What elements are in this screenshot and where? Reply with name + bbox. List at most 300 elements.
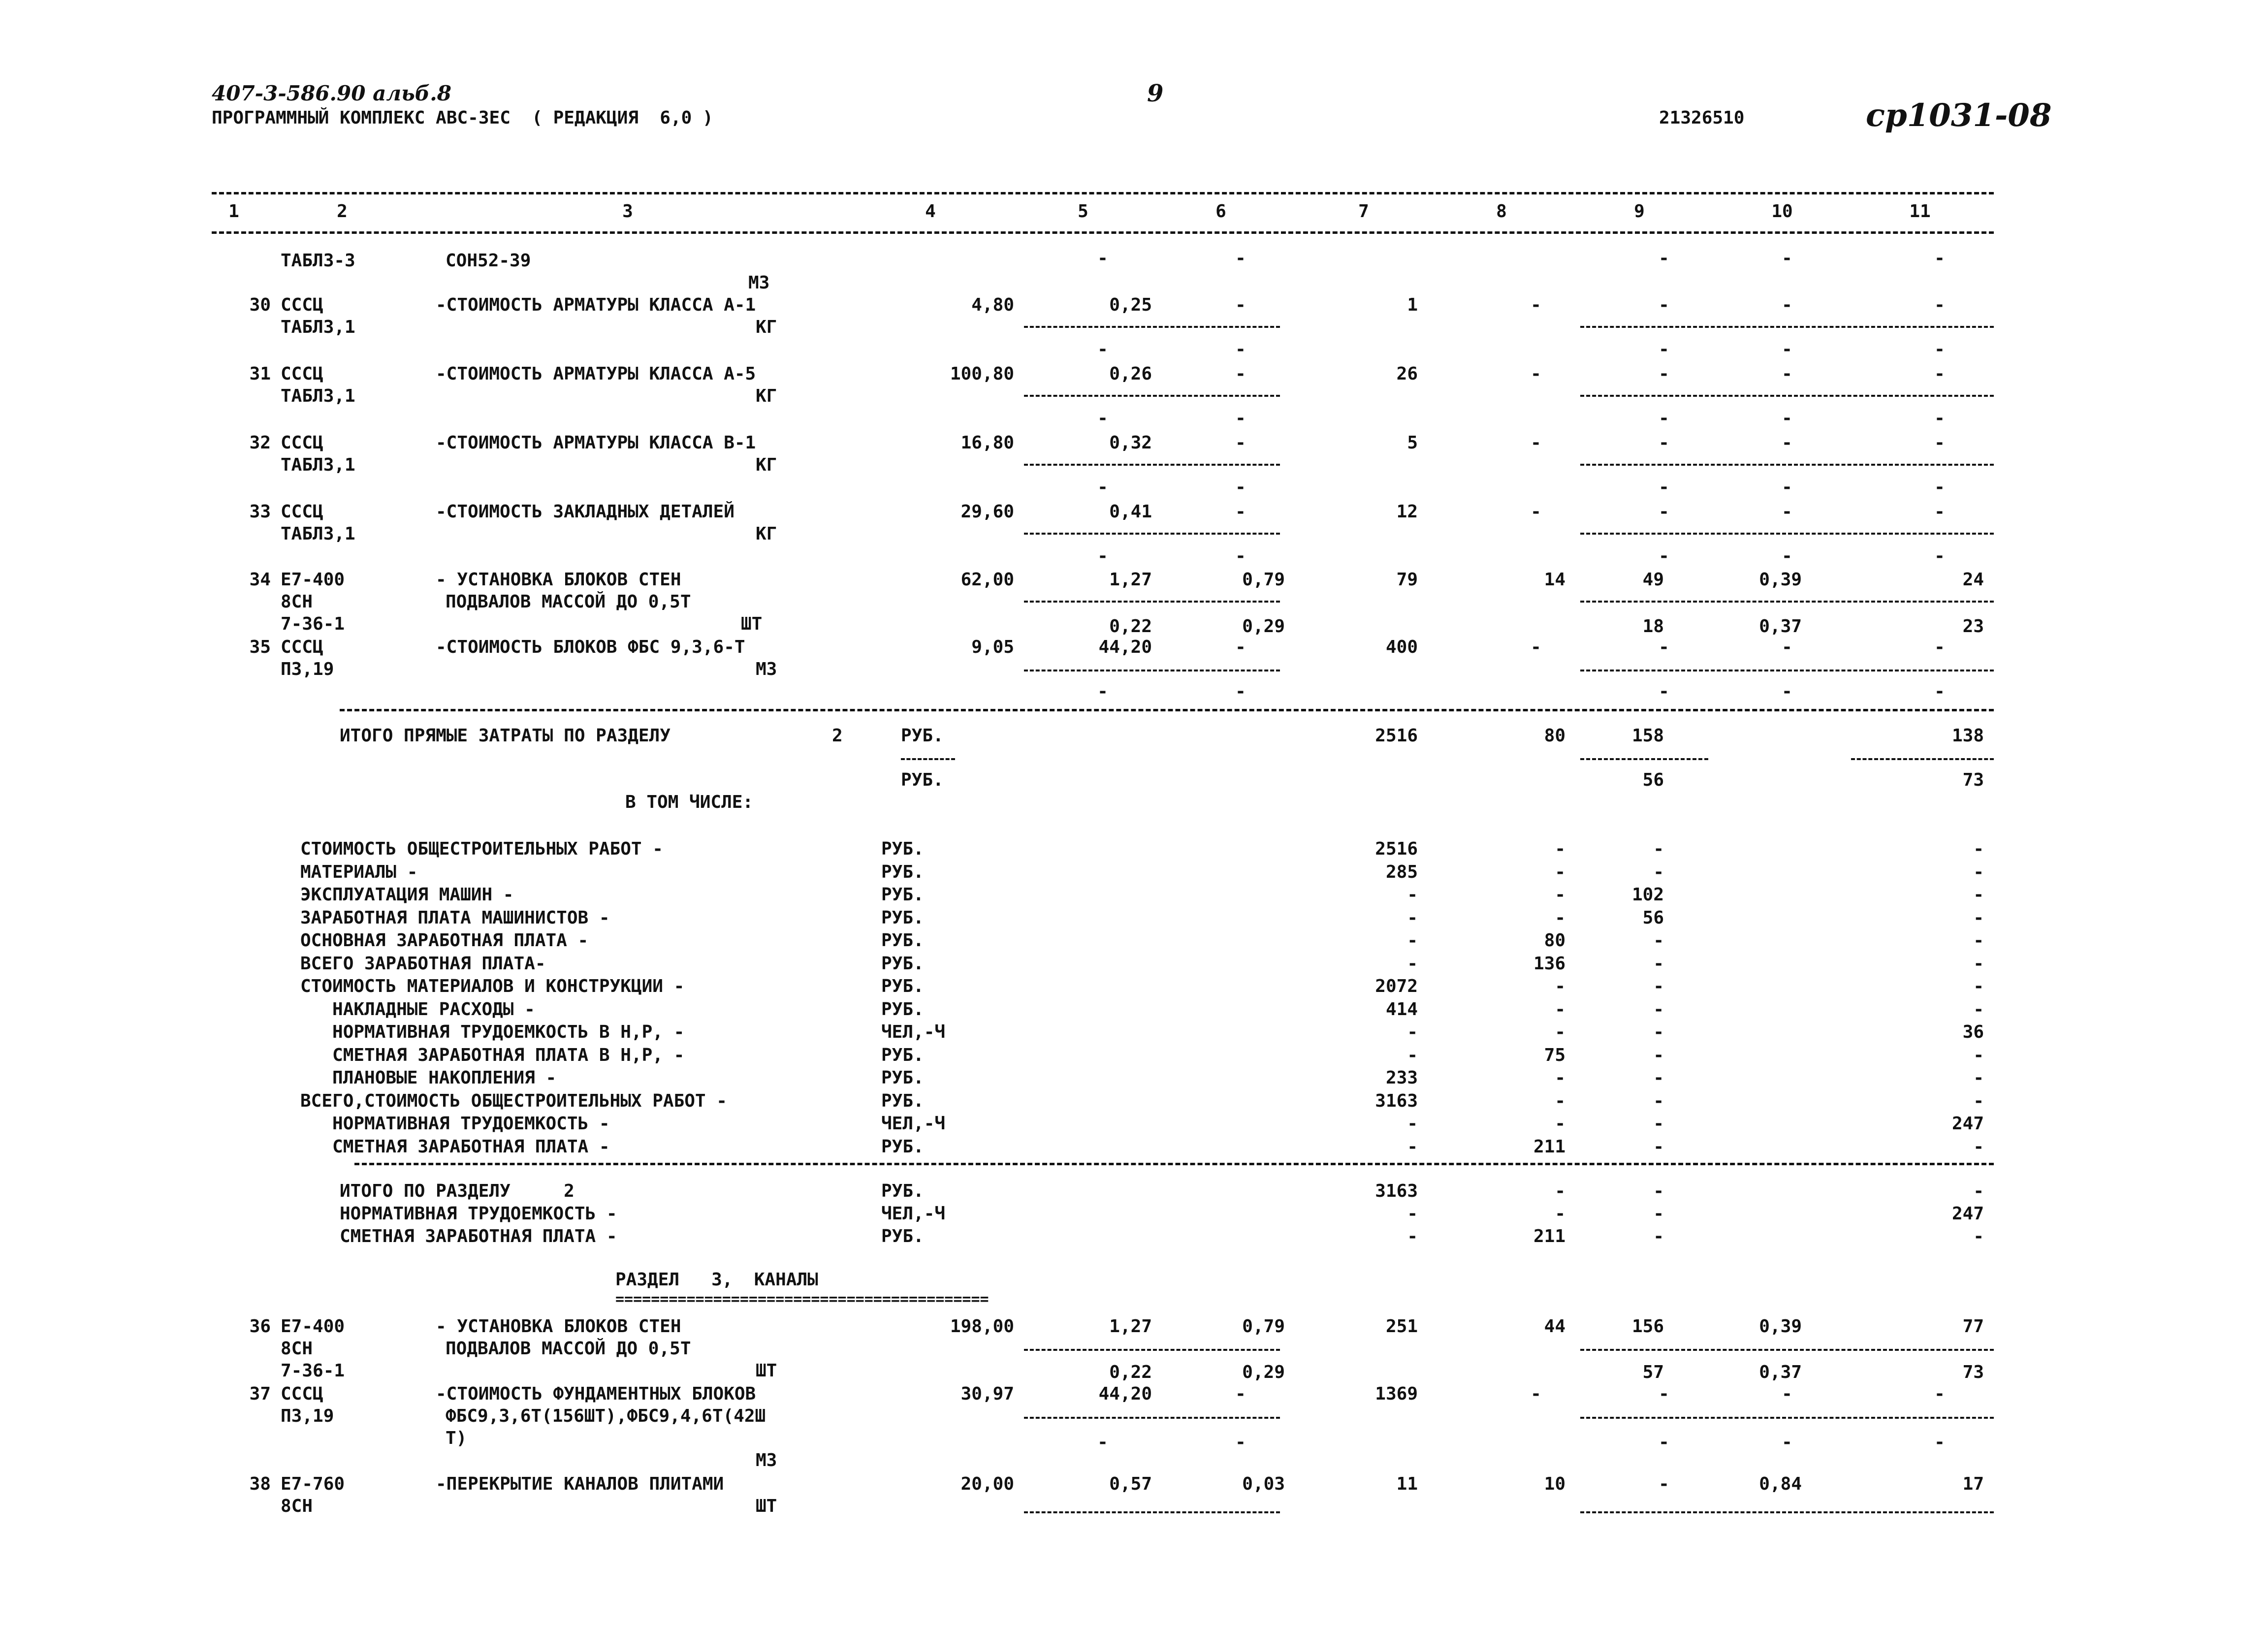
totals-unit1: РУБ. xyxy=(901,726,944,746)
breakdown-row-unit: РУБ. xyxy=(881,953,924,974)
row38-c10: 0,84 xyxy=(1759,1474,1802,1494)
col-header-7: 7 xyxy=(1358,201,1369,222)
row35-sub-rule-a xyxy=(1024,670,1280,671)
totals-sub-rule-b xyxy=(1580,758,1708,760)
row33-c6: - xyxy=(1235,502,1246,522)
row36-c11b: 73 xyxy=(1962,1362,1984,1382)
row31-c5: 0,26 xyxy=(1109,364,1152,384)
col-header-8: 8 xyxy=(1496,201,1507,222)
row35-post9: - xyxy=(1659,681,1669,702)
breakdown-row-label: МАТЕРИАЛЫ - xyxy=(300,862,418,882)
row36-code-b: 8СН xyxy=(281,1339,313,1359)
row30-c7: 1 xyxy=(1407,295,1418,315)
row35-code-a: СССЦ xyxy=(281,637,323,657)
breakdown-row-c9: - xyxy=(1653,1068,1664,1088)
breakdown-row-c11: - xyxy=(1973,976,1984,996)
section-total-row-c7: - xyxy=(1407,1226,1418,1246)
row34-pre6: - xyxy=(1235,546,1246,566)
row33-c9: - xyxy=(1659,502,1669,522)
breakdown-row-c9: - xyxy=(1653,1090,1664,1111)
row33-pre10: - xyxy=(1782,477,1792,497)
breakdown-row-c9: 102 xyxy=(1631,885,1664,905)
row35-post5: - xyxy=(1097,681,1108,702)
breakdown-row-c7: - xyxy=(1407,907,1418,928)
row31-c6: - xyxy=(1235,364,1246,384)
totals-label: ИТОГО ПРЯМЫЕ ЗАТРАТЫ ПО РАЗДЕЛУ xyxy=(340,726,671,746)
row32-c5: 0,32 xyxy=(1109,433,1152,453)
row32-num: 32 xyxy=(249,433,271,453)
row36-c7: 251 xyxy=(1385,1316,1418,1337)
row36-sub-rule-b xyxy=(1580,1349,1994,1351)
row36-num: 36 xyxy=(249,1316,271,1337)
row31-c10: - xyxy=(1782,364,1792,384)
row32-c4: 16,80 xyxy=(960,433,1014,453)
totals-including: В ТОМ ЧИСЛЕ: xyxy=(625,792,754,812)
breakdown-row-unit: РУБ. xyxy=(881,907,924,928)
row35-c10: - xyxy=(1782,637,1792,657)
totals-top-rule xyxy=(340,709,1994,711)
row34-c10: 0,39 xyxy=(1759,570,1802,590)
breakdown-row-unit: РУБ. xyxy=(881,976,924,996)
handwritten-stamp: ср1031-08 xyxy=(1866,97,2052,134)
col-header-6: 6 xyxy=(1215,201,1226,222)
row34-c6b: 0,29 xyxy=(1242,616,1285,637)
row33-c5: 0,41 xyxy=(1109,502,1152,522)
row37-post9: - xyxy=(1659,1432,1669,1452)
breakdown-row-label: ВСЕГО ЗАРАБОТНАЯ ПЛАТА- xyxy=(300,953,546,974)
row33-sub-rule-a xyxy=(1024,533,1280,535)
breakdown-row-c8: 80 xyxy=(1544,930,1565,951)
row31-code-a: СССЦ xyxy=(281,364,323,384)
breakdown-row-unit: РУБ. xyxy=(881,862,924,882)
row38-c7: 11 xyxy=(1396,1474,1418,1494)
section-total-row-c9: - xyxy=(1653,1226,1664,1246)
breakdown-row-label: СМЕТНАЯ ЗАРАБОТНАЯ ПЛАТА - xyxy=(300,1136,610,1157)
section-total-row-c8: - xyxy=(1555,1181,1565,1201)
row38-desc: -ПЕРЕКРЫТИЕ КАНАЛОВ ПЛИТАМИ xyxy=(436,1474,724,1494)
row35-post10: - xyxy=(1782,681,1792,702)
row37-c4: 30,97 xyxy=(960,1384,1014,1404)
row33-code-a: СССЦ xyxy=(281,502,323,522)
row32-pre9: - xyxy=(1659,408,1669,428)
breakdown-row-unit: РУБ. xyxy=(881,930,924,951)
row34-c6: 0,79 xyxy=(1242,570,1285,590)
row34-desc-a: - УСТАНОВКА БЛОКОВ СТЕН xyxy=(436,570,681,590)
row31-c4: 100,80 xyxy=(950,364,1014,384)
breakdown-row-c11: - xyxy=(1973,839,1984,859)
row30-c5: 0,25 xyxy=(1109,295,1152,315)
col-header-4: 4 xyxy=(925,201,936,222)
row34-code-a: Е7-400 xyxy=(281,570,345,590)
section3-underline: ========================================== xyxy=(615,1291,989,1308)
row36-code-c: 7-36-1 xyxy=(281,1361,345,1381)
row34-c8: 14 xyxy=(1544,570,1565,590)
row34-c9: 49 xyxy=(1642,570,1664,590)
album-code: 407-3-586.90 альб.8 xyxy=(212,81,451,105)
row31-c9: - xyxy=(1659,364,1669,384)
row38-sub-rule-a xyxy=(1024,1511,1280,1513)
row30-c10: - xyxy=(1782,295,1792,315)
header-top-rule xyxy=(212,192,1994,194)
row32-pre10: - xyxy=(1782,408,1792,428)
breakdown-row-c9: - xyxy=(1653,1022,1664,1042)
row0-code: ТАБЛ3-3 xyxy=(281,251,355,271)
row30-code-b: ТАБЛ3,1 xyxy=(281,317,355,337)
row34-c7: 79 xyxy=(1396,570,1418,590)
breakdown-row-unit: РУБ. xyxy=(881,1068,924,1088)
header-bottom-rule xyxy=(212,231,1994,234)
breakdown-row-label: СМЕТНАЯ ЗАРАБОТНАЯ ПЛАТА В Н,Р, - xyxy=(300,1045,685,1065)
breakdown-row-c8: - xyxy=(1555,885,1565,905)
breakdown-row-c8: - xyxy=(1555,976,1565,996)
breakdown-row-c7: 2072 xyxy=(1375,976,1418,996)
row32-c8: - xyxy=(1531,433,1541,453)
row0-unit: М3 xyxy=(748,273,770,293)
row33-pre9: - xyxy=(1659,477,1669,497)
row34-c10b: 0,37 xyxy=(1759,616,1802,637)
breakdown-row-c8: - xyxy=(1555,1090,1565,1111)
breakdown-row-label: НОРМАТИВНАЯ ТРУДОЕМКОСТЬ - xyxy=(300,1114,610,1134)
row30-unit: КГ xyxy=(756,317,777,337)
row38-sub-rule-b xyxy=(1580,1511,1994,1513)
breakdown-row-unit: РУБ. xyxy=(881,1136,924,1157)
totals-c8: 80 xyxy=(1544,726,1565,746)
row36-sub-rule-a xyxy=(1024,1349,1280,1351)
section-total-row-c7: 3163 xyxy=(1375,1181,1418,1201)
row33-code-b: ТАБЛ3,1 xyxy=(281,524,355,544)
row32-code-b: ТАБЛ3,1 xyxy=(281,455,355,475)
row34-pre5: - xyxy=(1097,546,1108,566)
breakdown-row-c7: - xyxy=(1407,930,1418,951)
breakdown-row-c9: - xyxy=(1653,953,1664,974)
row34-code-b: 8СН xyxy=(281,592,313,612)
row31-unit: КГ xyxy=(756,386,777,406)
breakdown-row-c8: 75 xyxy=(1544,1045,1565,1065)
row35-c6: - xyxy=(1235,637,1246,657)
row31-pre9: - xyxy=(1659,339,1669,359)
row38-c6: 0,03 xyxy=(1242,1474,1285,1494)
breakdown-row-c7: - xyxy=(1407,1045,1418,1065)
row38-c9: - xyxy=(1659,1474,1669,1494)
row33-pre6: - xyxy=(1235,477,1246,497)
row35-c5: 44,20 xyxy=(1098,637,1152,657)
row33-desc: -СТОИМОСТЬ ЗАКЛАДНЫХ ДЕТАЛЕЙ xyxy=(436,502,735,522)
row37-c7: 1369 xyxy=(1375,1384,1418,1404)
document-code: 21326510 xyxy=(1659,108,1745,128)
breakdown-row-c7: - xyxy=(1407,953,1418,974)
breakdown-row-c8: 211 xyxy=(1533,1136,1565,1157)
row34-c11: 24 xyxy=(1962,570,1984,590)
row35-sub-rule-b xyxy=(1580,670,1994,671)
row37-c8: - xyxy=(1531,1384,1541,1404)
row34-code-c: 7-36-1 xyxy=(281,614,345,634)
row31-sub-rule-b xyxy=(1580,395,1994,397)
row36-c5: 1,27 xyxy=(1109,1316,1152,1337)
row32-c10: - xyxy=(1782,433,1792,453)
row32-pre5: - xyxy=(1097,408,1108,428)
row30-c11: - xyxy=(1934,295,1945,315)
breakdown-row-c11: - xyxy=(1973,1090,1984,1111)
row31-c11: - xyxy=(1934,364,1945,384)
row32-c6: - xyxy=(1235,433,1246,453)
breakdown-row-unit: РУБ. xyxy=(881,1045,924,1065)
col-header-5: 5 xyxy=(1078,201,1088,222)
program-title: ПРОГРАММНЫЙ КОМПЛЕКС АВС-3ЕС ( РЕДАКЦИЯ 6,0 ) xyxy=(212,108,713,128)
breakdown-row-c9: - xyxy=(1653,862,1664,882)
totals-unit-rule xyxy=(901,758,955,760)
section-total-row-c8: 211 xyxy=(1533,1226,1565,1246)
row38-num: 38 xyxy=(249,1474,271,1494)
row31-pre11: - xyxy=(1934,339,1945,359)
breakdown-row-c7: - xyxy=(1407,1114,1418,1134)
row36-c6b: 0,29 xyxy=(1242,1362,1285,1382)
breakdown-row-c7: - xyxy=(1407,1136,1418,1157)
row34-num: 34 xyxy=(249,570,271,590)
breakdown-row-label: ЗАРАБОТНАЯ ПЛАТА МАШИНИСТОВ - xyxy=(300,907,610,928)
breakdown-row-c9: - xyxy=(1653,1045,1664,1065)
breakdown-row-c11: - xyxy=(1973,953,1984,974)
breakdown-row-c7: - xyxy=(1407,885,1418,905)
row0-desc: СОН52-39 xyxy=(446,251,531,271)
breakdown-row-c11: 36 xyxy=(1962,1022,1984,1042)
totals-c9: 158 xyxy=(1631,726,1664,746)
row33-pre5: - xyxy=(1097,477,1108,497)
breakdown-row-c9: 56 xyxy=(1642,907,1664,928)
col-header-1: 1 xyxy=(228,201,239,222)
row35-unit: М3 xyxy=(756,659,777,679)
breakdown-row-label: ПЛАНОВЫЕ НАКОПЛЕНИЯ - xyxy=(300,1068,557,1088)
row30-sub-rule-b xyxy=(1580,326,1994,328)
row30-c8: - xyxy=(1531,295,1541,315)
row0-dash9: - xyxy=(1659,248,1669,268)
row32-c9: - xyxy=(1659,433,1669,453)
row34-unit: ШТ xyxy=(741,614,763,634)
row33-unit: КГ xyxy=(756,524,777,544)
row31-desc: -СТОИМОСТЬ АРМАТУРЫ КЛАССА А-5 xyxy=(436,364,756,384)
row30-c9: - xyxy=(1659,295,1669,315)
col-header-9: 9 xyxy=(1634,201,1645,222)
row32-pre11: - xyxy=(1934,408,1945,428)
breakdown-bottom-rule xyxy=(354,1163,1994,1165)
row35-post6: - xyxy=(1235,681,1246,702)
row35-c8: - xyxy=(1531,637,1541,657)
row31-pre10: - xyxy=(1782,339,1792,359)
row31-sub-rule-a xyxy=(1024,395,1280,397)
row32-desc: -СТОИМОСТЬ АРМАТУРЫ КЛАССА В-1 xyxy=(436,433,756,453)
section-total-row-unit: РУБ. xyxy=(881,1226,924,1246)
section-total-row-c11: 247 xyxy=(1951,1204,1984,1224)
row36-code-a: Е7-400 xyxy=(281,1316,345,1337)
row37-post10: - xyxy=(1782,1432,1792,1452)
breakdown-row-c8: - xyxy=(1555,839,1565,859)
section-total-row-c7: - xyxy=(1407,1204,1418,1224)
row38-code-b: 8СН xyxy=(281,1496,313,1516)
col-header-2: 2 xyxy=(337,201,348,222)
breakdown-row-label: ОСНОВНАЯ ЗАРАБОТНАЯ ПЛАТА - xyxy=(300,930,589,951)
breakdown-row-c11: - xyxy=(1973,1068,1984,1088)
breakdown-row-c11: - xyxy=(1973,1045,1984,1065)
row37-desc-c: Т) xyxy=(446,1428,467,1448)
totals-c7: 2516 xyxy=(1375,726,1418,746)
breakdown-row-c11: - xyxy=(1973,930,1984,951)
row34-c9b: 18 xyxy=(1642,616,1664,637)
breakdown-row-c7: - xyxy=(1407,1022,1418,1042)
breakdown-row-unit: РУБ. xyxy=(881,839,924,859)
breakdown-row-c11: - xyxy=(1973,907,1984,928)
row34-pre10: - xyxy=(1782,546,1792,566)
row34-pre9: - xyxy=(1659,546,1669,566)
breakdown-row-label: СТОИМОСТЬ ОБЩЕСТРОИТЕЛЬНЫХ РАБОТ - xyxy=(300,839,663,859)
row31-pre5: - xyxy=(1097,339,1108,359)
row33-num: 33 xyxy=(249,502,271,522)
totals-c11b: 73 xyxy=(1962,770,1984,790)
row33-c10: - xyxy=(1782,502,1792,522)
row33-sub-rule-b xyxy=(1580,533,1994,535)
breakdown-row-c8: - xyxy=(1555,1022,1565,1042)
row36-unit: ШТ xyxy=(756,1361,777,1381)
row37-post6: - xyxy=(1235,1432,1246,1452)
row31-code-b: ТАБЛ3,1 xyxy=(281,386,355,406)
row37-post11: - xyxy=(1934,1432,1945,1452)
breakdown-row-unit: ЧЕЛ,-Ч xyxy=(881,1022,946,1042)
breakdown-row-c9: - xyxy=(1653,930,1664,951)
breakdown-row-c8: - xyxy=(1555,862,1565,882)
breakdown-row-c11: - xyxy=(1973,1136,1984,1157)
row38-code-a: Е7-760 xyxy=(281,1474,345,1494)
row37-post5: - xyxy=(1097,1432,1108,1452)
row0-dash10: - xyxy=(1782,248,1792,268)
row33-pre11: - xyxy=(1934,477,1945,497)
row36-c10: 0,39 xyxy=(1759,1316,1802,1337)
breakdown-row-c9: - xyxy=(1653,839,1664,859)
section-total-row-c11: - xyxy=(1973,1226,1984,1246)
row37-c9: - xyxy=(1659,1384,1669,1404)
row35-post11: - xyxy=(1934,681,1945,702)
row31-c7: 26 xyxy=(1396,364,1418,384)
breakdown-row-label: ЭКСПЛУАТАЦИЯ МАШИН - xyxy=(300,885,514,905)
row32-pre6: - xyxy=(1235,408,1246,428)
row37-c6: - xyxy=(1235,1384,1246,1404)
breakdown-row-unit: ЧЕЛ,-Ч xyxy=(881,1114,946,1134)
row31-c8: - xyxy=(1531,364,1541,384)
row34-sub-rule-a xyxy=(1024,601,1280,603)
row30-c4: 4,80 xyxy=(971,295,1014,315)
section-total-row-label: НОРМАТИВНАЯ ТРУДОЕМКОСТЬ - xyxy=(340,1204,617,1224)
breakdown-row-unit: РУБ. xyxy=(881,1090,924,1111)
row0-dash11: - xyxy=(1934,248,1945,268)
row32-unit: КГ xyxy=(756,455,777,475)
row35-c9: - xyxy=(1659,637,1669,657)
row36-desc-b: ПОДВАЛОВ МАССОЙ ДО 0,5Т xyxy=(446,1339,691,1359)
totals-unit2: РУБ. xyxy=(901,770,944,790)
row30-desc: -СТОИМОСТЬ АРМАТУРЫ КЛАССА А-1 xyxy=(436,295,756,315)
page-number: 9 xyxy=(1147,80,1164,107)
row35-c7: 400 xyxy=(1385,637,1418,657)
row37-code-a: СССЦ xyxy=(281,1384,323,1404)
row36-desc-a: - УСТАНОВКА БЛОКОВ СТЕН xyxy=(436,1316,681,1337)
row35-c11: - xyxy=(1934,637,1945,657)
section-total-row-unit: РУБ. xyxy=(881,1181,924,1201)
row36-c6: 0,79 xyxy=(1242,1316,1285,1337)
breakdown-row-c9: - xyxy=(1653,1136,1664,1157)
row38-c11: 17 xyxy=(1962,1474,1984,1494)
row37-desc-a: -СТОИМОСТЬ ФУНДАМЕНТНЫХ БЛОКОВ xyxy=(436,1384,756,1404)
row0-dash5: - xyxy=(1097,248,1108,268)
row32-sub-rule-a xyxy=(1024,464,1280,466)
row34-c11b: 23 xyxy=(1962,616,1984,637)
row33-c8: - xyxy=(1531,502,1541,522)
breakdown-row-c7: 2516 xyxy=(1375,839,1418,859)
col-header-11: 11 xyxy=(1909,201,1931,222)
row37-sub-rule-a xyxy=(1024,1417,1280,1419)
row31-pre6: - xyxy=(1235,339,1246,359)
row35-code-b: П3,19 xyxy=(281,659,334,679)
row0-dash6: - xyxy=(1235,248,1246,268)
row36-c10b: 0,37 xyxy=(1759,1362,1802,1382)
row38-c5: 0,57 xyxy=(1109,1474,1152,1494)
row32-c11: - xyxy=(1934,433,1945,453)
row37-num: 37 xyxy=(249,1384,271,1404)
row33-c11: - xyxy=(1934,502,1945,522)
col-header-3: 3 xyxy=(622,201,633,222)
totals-c9b: 56 xyxy=(1642,770,1664,790)
section-total-row-label: ИТОГО ПО РАЗДЕЛУ 2 xyxy=(340,1181,575,1201)
row33-c4: 29,60 xyxy=(960,502,1014,522)
row32-c7: 5 xyxy=(1407,433,1418,453)
row37-c10: - xyxy=(1782,1384,1792,1404)
breakdown-row-c8: - xyxy=(1555,999,1565,1020)
row34-pre11: - xyxy=(1934,546,1945,566)
breakdown-row-label: ВСЕГО,СТОИМОСТЬ ОБЩЕСТРОИТЕЛЬНЫХ РАБОТ - xyxy=(300,1090,727,1111)
breakdown-row-c8: - xyxy=(1555,1114,1565,1134)
breakdown-row-label: НАКЛАДНЫЕ РАСХОДЫ - xyxy=(300,999,535,1020)
breakdown-row-c7: 414 xyxy=(1385,999,1418,1020)
row35-num: 35 xyxy=(249,637,271,657)
breakdown-row-unit: РУБ. xyxy=(881,885,924,905)
row38-c4: 20,00 xyxy=(960,1474,1014,1494)
row37-c5: 44,20 xyxy=(1098,1384,1152,1404)
row37-desc-b: ФБС9,3,6Т(156ШТ),ФБС9,4,6Т(42Ш xyxy=(446,1406,766,1426)
totals-c11: 138 xyxy=(1951,726,1984,746)
totals-section: 2 xyxy=(832,726,843,746)
row37-unit: М3 xyxy=(756,1450,777,1470)
row38-unit: ШТ xyxy=(756,1496,777,1516)
row35-c4: 9,05 xyxy=(971,637,1014,657)
breakdown-row-c11: - xyxy=(1973,862,1984,882)
row31-num: 31 xyxy=(249,364,271,384)
breakdown-row-c8: - xyxy=(1555,907,1565,928)
row35-desc: -СТОИМОСТЬ БЛОКОВ ФБС 9,3,6-Т xyxy=(436,637,745,657)
row37-code-b: П3,19 xyxy=(281,1406,334,1426)
row37-c11: - xyxy=(1934,1384,1945,1404)
row32-code-a: СССЦ xyxy=(281,433,323,453)
row37-sub-rule-b xyxy=(1580,1417,1994,1419)
breakdown-row-label: НОРМАТИВНАЯ ТРУДОЕМКОСТЬ В Н,Р, - xyxy=(300,1022,685,1042)
col-header-10: 10 xyxy=(1771,201,1793,222)
row36-c4: 198,00 xyxy=(950,1316,1014,1337)
breakdown-row-label: СТОИМОСТЬ МАТЕРИАЛОВ И КОНСТРУКЦИИ - xyxy=(300,976,685,996)
breakdown-row-unit: РУБ. xyxy=(881,999,924,1020)
section-total-row-c11: - xyxy=(1973,1181,1984,1201)
section-total-row-c9: - xyxy=(1653,1181,1664,1201)
row34-sub-rule-b xyxy=(1580,601,1994,603)
row34-desc-b: ПОДВАЛОВ МАССОЙ ДО 0,5Т xyxy=(446,592,691,612)
breakdown-row-c9: - xyxy=(1653,999,1664,1020)
row36-c8: 44 xyxy=(1544,1316,1565,1337)
row33-c7: 12 xyxy=(1396,502,1418,522)
row32-sub-rule-b xyxy=(1580,464,1994,466)
section-total-row-label: СМЕТНАЯ ЗАРАБОТНАЯ ПЛАТА - xyxy=(340,1226,617,1246)
